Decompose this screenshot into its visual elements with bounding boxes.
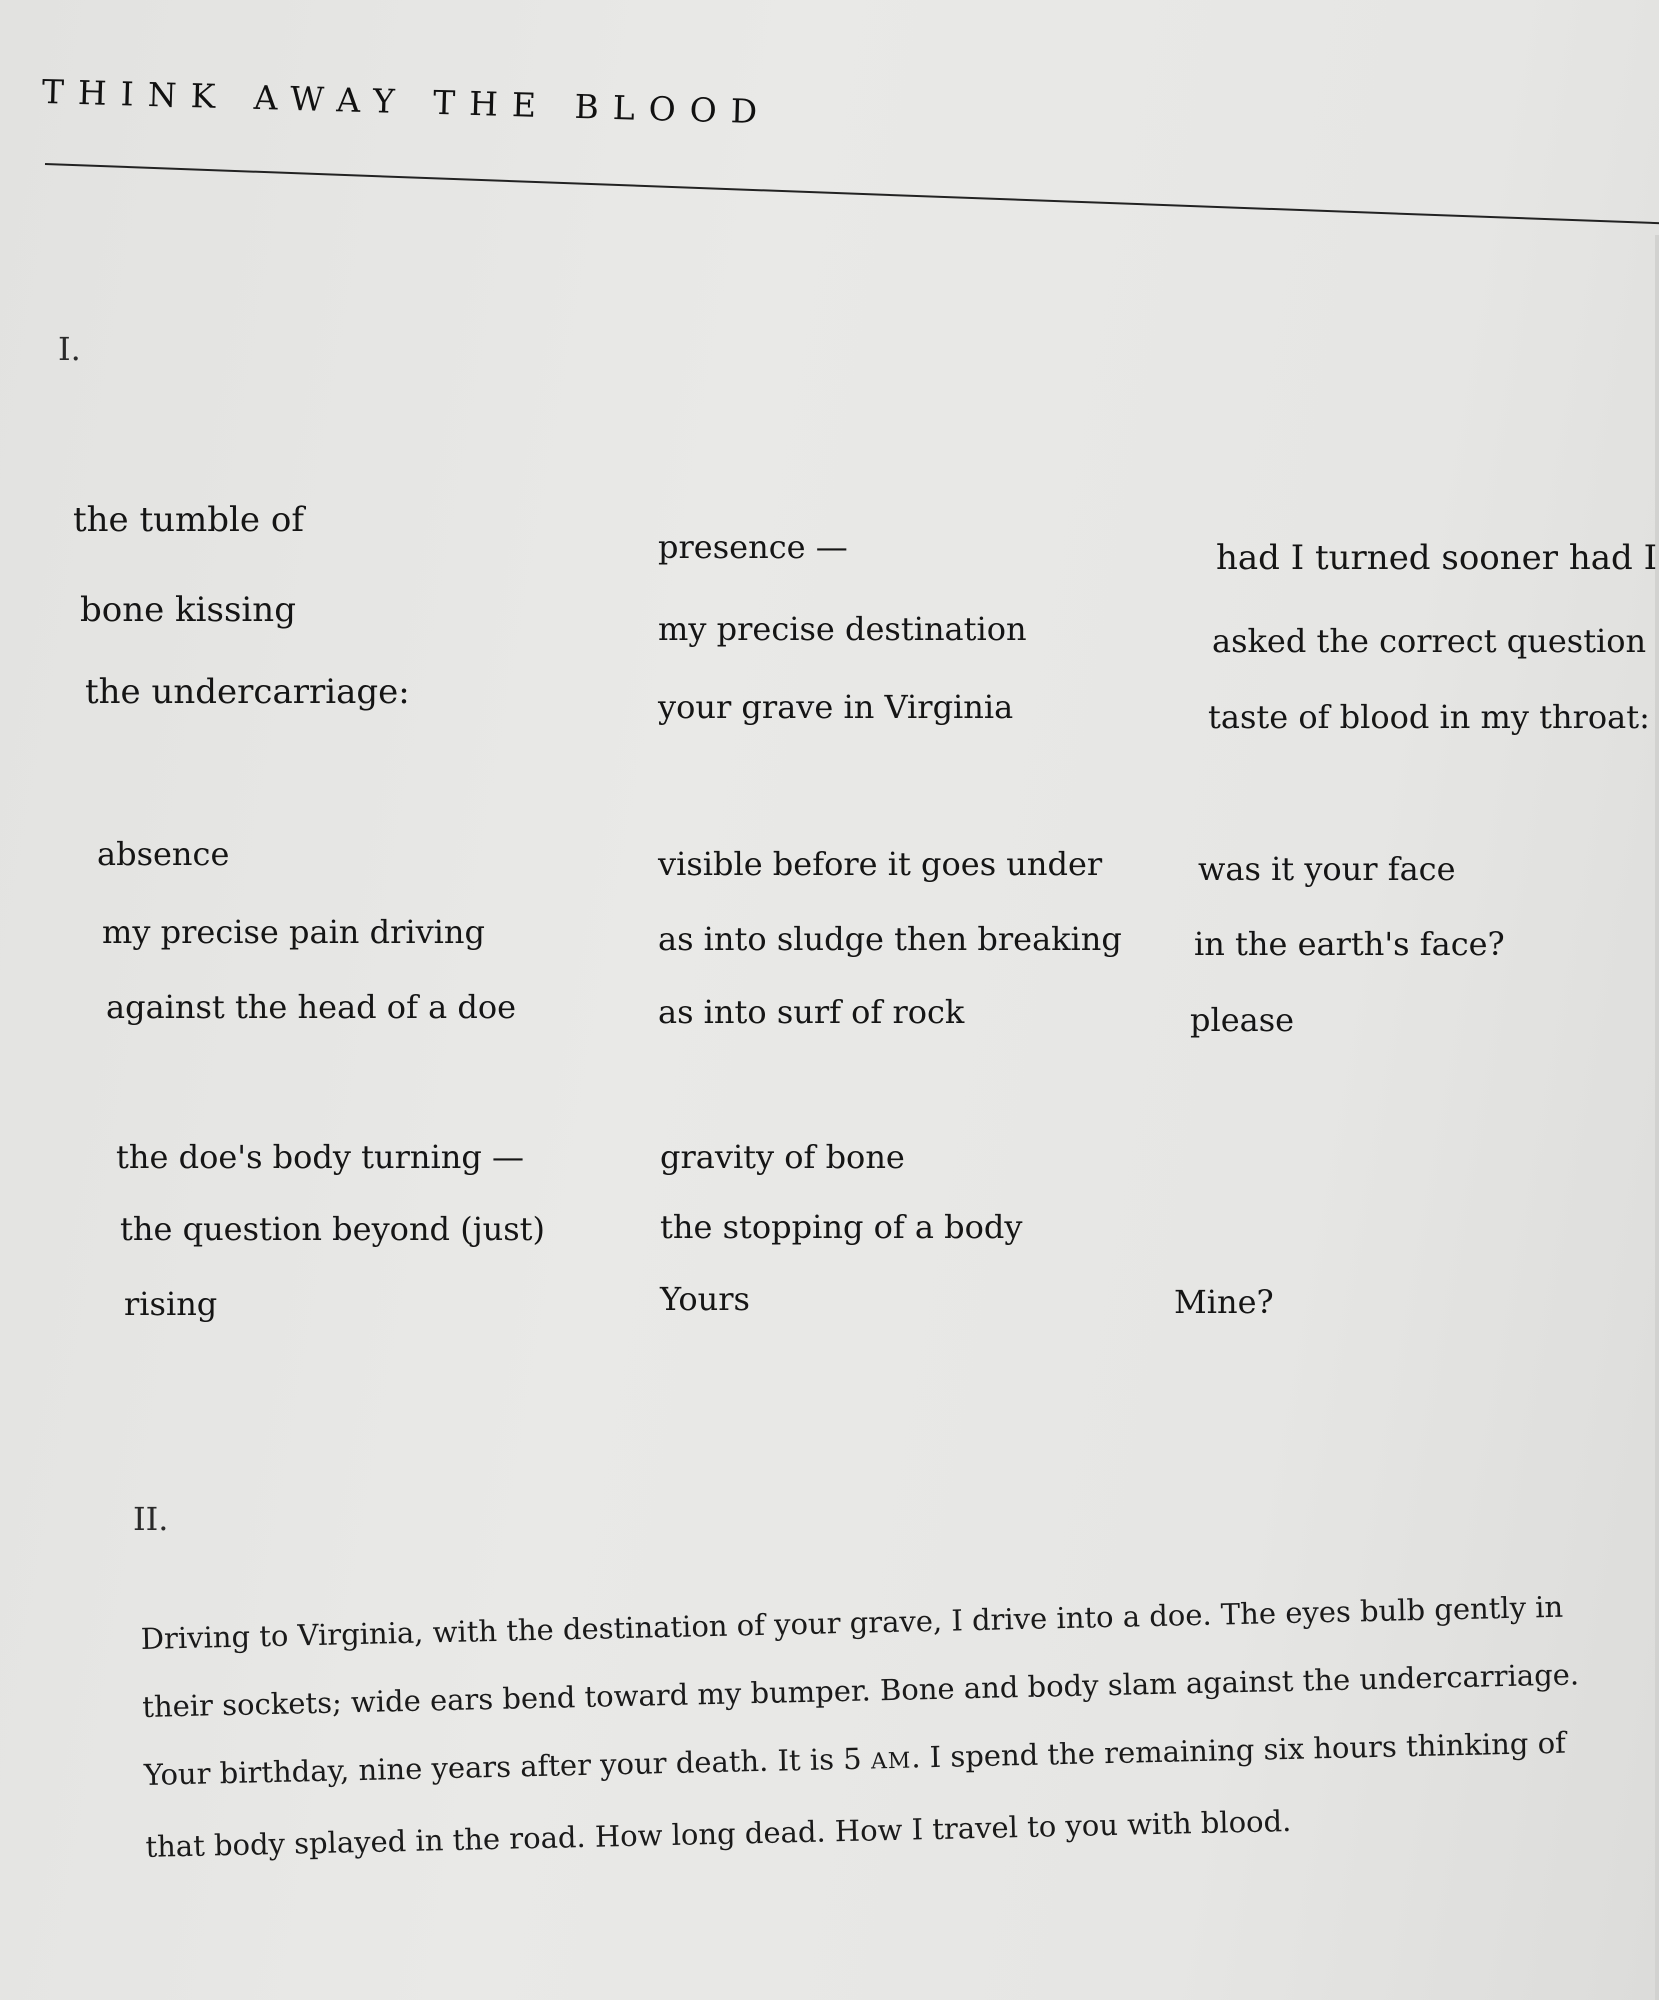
prose-line: Driving to Virginia, with the destination of your grave, I drive into a doe. The eyes bulb gently in — [140, 1589, 1564, 1656]
smallcaps-am: AM — [870, 1748, 912, 1775]
prose-line: their sockets; wide ears bend toward my bumper. Bone and body slam against the undercarriage. — [141, 1657, 1580, 1724]
page-edge — [1655, 235, 1659, 2000]
poem-line: the question beyond (just) — [120, 1210, 545, 1248]
poem-line: my precise pain driving — [102, 913, 485, 951]
poem-line: as into surf of rock — [658, 993, 965, 1031]
poem-line: the doe's body turning — — [116, 1138, 525, 1176]
poem-line: taste of blood in my throat: — [1208, 698, 1650, 736]
poem-line: had I turned sooner had I — [1216, 538, 1658, 578]
poem-line: bone kissing — [80, 590, 296, 630]
running-head: THINK AWAY THE BLOOD — [41, 72, 772, 132]
poem-line: Mine? — [1174, 1283, 1274, 1321]
section-number-1: I. — [58, 330, 81, 368]
prose-line-part: . I spend the remaining six hours thinking of — [910, 1725, 1567, 1775]
poem-line: visible before it goes under — [658, 845, 1103, 883]
prose-line: that body splayed in the road. How long dead. How I travel to you with blood. — [145, 1803, 1292, 1864]
poem-line: in the earth's face? — [1194, 925, 1505, 963]
poem-line: presence — — [658, 528, 848, 566]
poem-line: the tumble of — [73, 500, 304, 540]
poem-line: my precise destination — [658, 610, 1027, 648]
poem-line: the undercarriage: — [85, 672, 410, 712]
poem-line: your grave in Virginia — [658, 688, 1014, 726]
poem-line: absence — [97, 835, 230, 873]
poem-line: the stopping of a body — [660, 1208, 1023, 1246]
poem-line: as into sludge then breaking — [658, 920, 1122, 958]
poem-line: asked the correct question — [1212, 622, 1647, 660]
poem-line: Yours — [660, 1280, 750, 1318]
poem-line: was it your face — [1198, 850, 1456, 888]
poem-line: gravity of bone — [660, 1138, 905, 1176]
poem-line: please — [1190, 1001, 1295, 1039]
header-rule — [45, 163, 1659, 225]
section-number-2: II. — [133, 1500, 169, 1538]
prose-line-part: Your birthday, nine years after your death. It is 5 — [143, 1741, 863, 1792]
poem-line: against the head of a doe — [106, 988, 517, 1026]
prose-paragraph — [140, 1572, 1586, 1881]
poem-line: rising — [124, 1285, 218, 1323]
